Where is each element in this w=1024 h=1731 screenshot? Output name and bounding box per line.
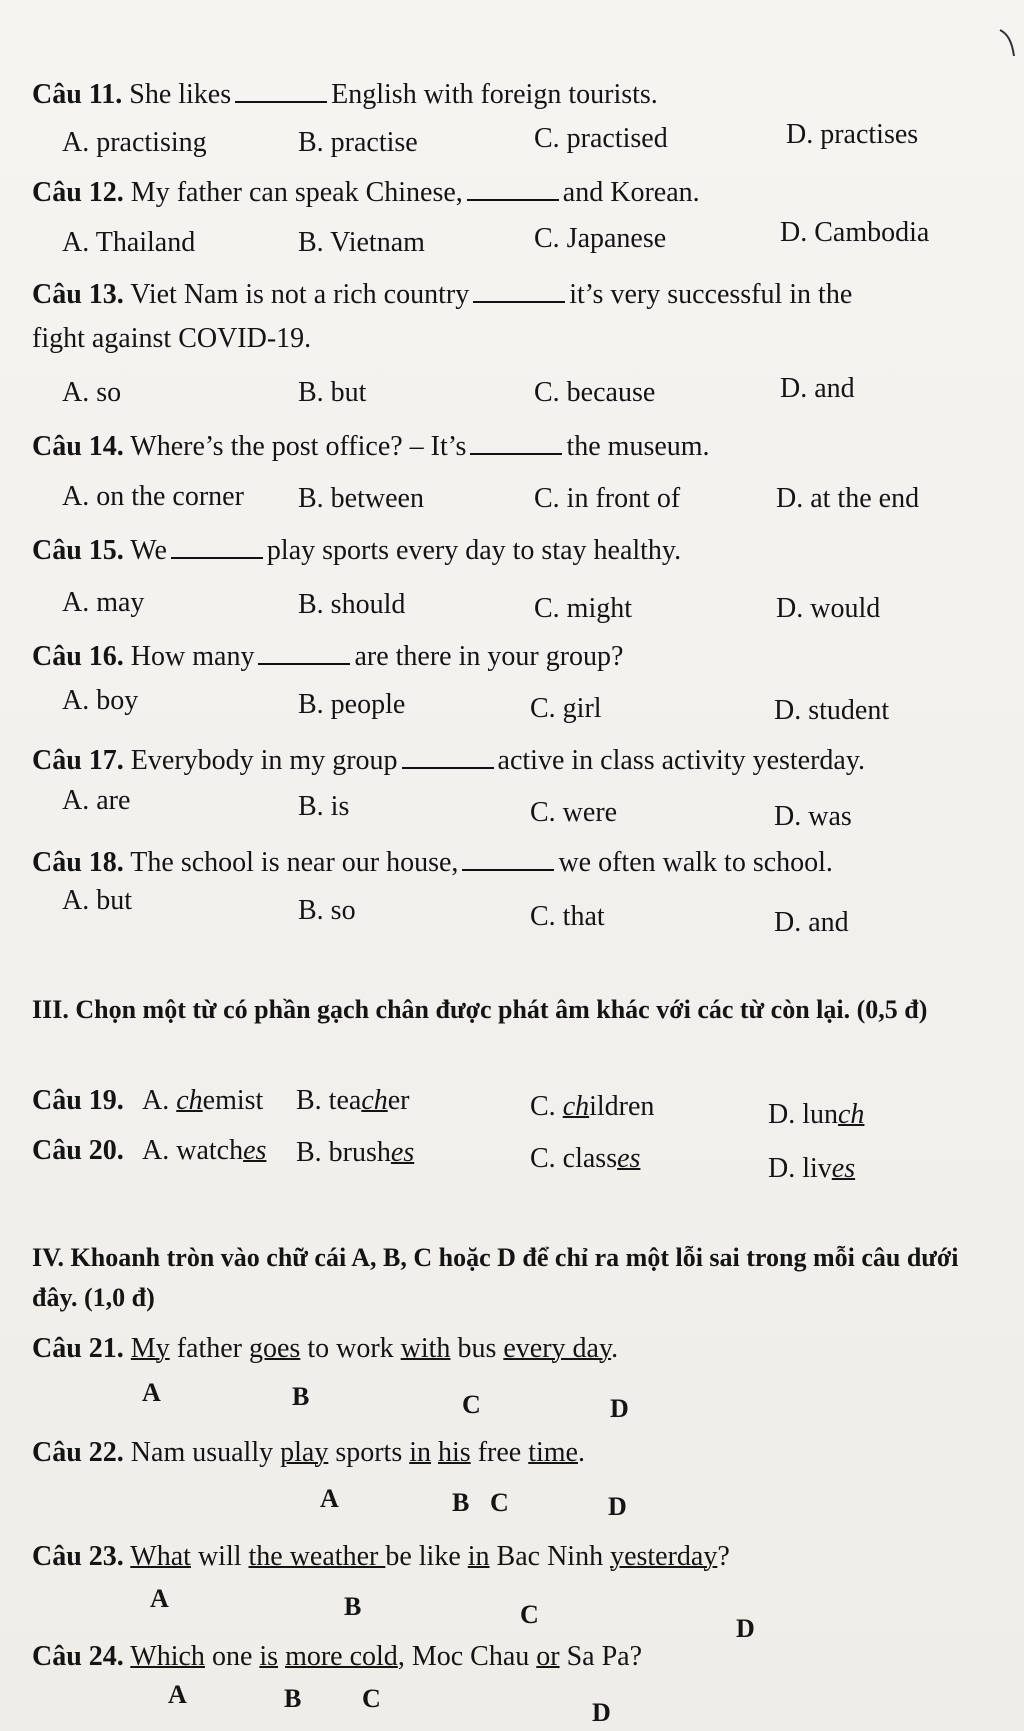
- marker-a: A: [168, 1680, 187, 1709]
- answer-blank: [462, 849, 554, 871]
- section-4-heading: IV. Khoanh tròn vào chữ cái A, B, C hoặc D để chỉ ra một lỗi sai trong mỗi câu dưới đây. (1,0 đ): [32, 1243, 959, 1312]
- option-b: B. is: [298, 791, 350, 822]
- option-text: C.: [530, 1091, 563, 1122]
- error-candidate-c: with: [400, 1333, 451, 1364]
- underlined-sound: ch: [562, 1091, 590, 1122]
- option-b: B. practise: [298, 127, 418, 158]
- marker-a: A: [320, 1484, 339, 1513]
- option-a: A. so: [62, 377, 122, 408]
- question-18: [32, 846, 833, 880]
- question-text: How many: [130, 641, 255, 672]
- question-number: Câu 19.: [32, 1085, 124, 1116]
- option-text: er: [387, 1085, 410, 1116]
- underlined-sound: es: [617, 1143, 641, 1174]
- option-b: B. between: [298, 483, 424, 514]
- question-15: [32, 534, 681, 568]
- question-text: English with foreign tourists.: [331, 79, 658, 110]
- sentence-text: be like: [385, 1541, 468, 1572]
- option-b: B. should: [298, 589, 406, 620]
- marker-d: D: [736, 1614, 755, 1643]
- answer-blank: [467, 179, 559, 201]
- answer-blank: [171, 537, 263, 559]
- question-text: We: [130, 535, 167, 566]
- question-24: [32, 1640, 642, 1674]
- question-number: Câu 22.: [32, 1437, 124, 1468]
- question-text: we often walk to school.: [558, 847, 833, 878]
- underlined-sound: es: [390, 1137, 415, 1168]
- marker-a: A: [150, 1584, 169, 1613]
- sentence-text: Nam usually: [130, 1437, 281, 1468]
- option-d: D. was: [774, 801, 852, 832]
- underlined-sound: es: [243, 1135, 267, 1166]
- question-number: Câu 18.: [32, 847, 124, 878]
- answer-blank: [402, 747, 494, 769]
- option-a: A. are: [62, 785, 131, 816]
- option-d: D. and: [774, 907, 849, 938]
- marker-b: B: [284, 1684, 302, 1713]
- error-candidate-a: Which: [130, 1641, 205, 1672]
- question-text: active in class activity yesterday.: [497, 745, 866, 776]
- sentence-text: , Moc Chau: [397, 1641, 537, 1672]
- option-text: ildren: [589, 1091, 655, 1122]
- option-c: C. practised: [534, 123, 668, 154]
- option-c: C. Japanese: [534, 223, 667, 254]
- marker-c: C: [362, 1684, 381, 1713]
- error-candidate-b: is: [259, 1641, 279, 1672]
- answer-blank: [473, 281, 565, 303]
- question-number: Câu 12.: [32, 177, 124, 208]
- marker-b: B: [452, 1488, 470, 1517]
- marker-a: A: [142, 1378, 161, 1407]
- question-21: [32, 1332, 618, 1366]
- underlined-sound: ch: [361, 1085, 388, 1116]
- option-c: C. that: [530, 901, 605, 932]
- question-12: [32, 176, 700, 210]
- question-13: [32, 278, 852, 312]
- sentence-text: .: [577, 1437, 585, 1468]
- sentence-text: [278, 1641, 285, 1672]
- sentence-text: ?: [717, 1541, 730, 1572]
- question-14: [32, 430, 710, 464]
- question-number: Câu 24.: [32, 1641, 124, 1672]
- option-c: C. in front of: [534, 483, 681, 514]
- option-c: [530, 1142, 640, 1176]
- sentence-text: to work: [300, 1333, 401, 1364]
- error-candidate-c: more cold: [285, 1641, 398, 1672]
- option-text: D. lun: [768, 1099, 838, 1130]
- underlined-sound: ch: [838, 1099, 865, 1130]
- option-c: C. because: [534, 377, 656, 408]
- option-b: B. but: [298, 377, 367, 408]
- question-text: the museum.: [566, 431, 710, 462]
- marker-d: D: [592, 1698, 611, 1727]
- sentence-text: one: [204, 1641, 260, 1672]
- section-3-heading: III. Chọn một từ có phần gạch chân được phát âm khác với các từ còn lại. (0,5 đ): [32, 995, 928, 1024]
- option-text: A. watch: [142, 1135, 244, 1166]
- error-candidate-a: play: [280, 1437, 329, 1468]
- marker-c: C: [490, 1488, 509, 1517]
- answer-blank: [235, 81, 327, 103]
- question-text: Everybody in my group: [130, 745, 398, 776]
- question-number: Câu 13.: [32, 279, 124, 310]
- error-candidate-d: yesterday: [610, 1541, 718, 1572]
- error-candidate-b: in: [409, 1437, 432, 1468]
- marker-d: D: [608, 1492, 627, 1521]
- question-11: [32, 78, 658, 112]
- option-text: emist: [202, 1085, 264, 1116]
- option-a: [142, 1134, 266, 1168]
- option-d: D. would: [776, 593, 881, 624]
- marker-c: C: [520, 1600, 539, 1629]
- option-d: D. at the end: [776, 483, 920, 514]
- underlined-sound: ch: [176, 1085, 203, 1116]
- question-text: are there in your group?: [354, 641, 624, 672]
- sentence-text: Sa Pa?: [559, 1641, 643, 1672]
- error-candidate-a: What: [130, 1541, 191, 1572]
- question-text: play sports every day to stay healthy.: [266, 535, 682, 566]
- error-candidate-c: his: [438, 1437, 471, 1468]
- question-text: The school is near our house,: [130, 847, 459, 878]
- question-number: Câu 21.: [32, 1333, 124, 1364]
- question-text: fight against COVID-19.: [32, 323, 312, 354]
- option-d: D. Cambodia: [780, 217, 930, 248]
- question-number: Câu 11.: [32, 79, 123, 110]
- marker-b: B: [292, 1382, 310, 1411]
- sentence-text: bus: [450, 1333, 504, 1364]
- error-candidate-a: My: [130, 1333, 170, 1364]
- question-number: Câu 17.: [32, 745, 124, 776]
- option-c: C. girl: [530, 693, 602, 724]
- option-b: [296, 1136, 414, 1170]
- option-a: A. may: [62, 587, 145, 618]
- option-text: B. tea: [296, 1085, 362, 1116]
- sentence-text: father: [169, 1333, 249, 1364]
- question-text: and Korean.: [562, 177, 700, 208]
- option-a: A. practising: [62, 127, 207, 158]
- marker-d: D: [610, 1394, 629, 1423]
- question-text: Where’s the post office? – It’s: [130, 431, 467, 462]
- option-d: D. and: [780, 373, 855, 404]
- page-corner-mark-icon: [998, 26, 1018, 66]
- error-candidate-c: in: [467, 1541, 490, 1572]
- question-text: My father can speak Chinese,: [130, 177, 463, 208]
- option-b: B. so: [298, 895, 356, 926]
- option-text: C. class: [530, 1143, 618, 1174]
- option-a: A. but: [62, 885, 132, 916]
- marker-b: B: [344, 1592, 362, 1621]
- question-19: [32, 1084, 124, 1118]
- option-b: B. people: [298, 689, 406, 720]
- option-text: A.: [142, 1085, 177, 1116]
- option-a: [142, 1084, 263, 1118]
- error-candidate-b: the weather: [248, 1541, 386, 1572]
- question-number: Câu 23.: [32, 1541, 124, 1572]
- option-b: [296, 1084, 410, 1118]
- question-number: Câu 16.: [32, 641, 124, 672]
- question-16: [32, 640, 623, 674]
- error-candidate-d: every day: [503, 1333, 612, 1364]
- option-d: [768, 1098, 864, 1132]
- option-text: B. brush: [296, 1137, 391, 1168]
- sentence-text: will: [190, 1541, 249, 1572]
- answer-blank: [258, 643, 350, 665]
- option-c: C. were: [530, 797, 618, 828]
- error-candidate-d: or: [536, 1641, 560, 1672]
- error-candidate-d: time: [528, 1437, 578, 1468]
- option-d: D. practises: [786, 119, 919, 150]
- question-17: [32, 744, 865, 778]
- option-text: D. liv: [768, 1153, 832, 1184]
- sentence-text: free: [470, 1437, 529, 1468]
- marker-c: C: [462, 1390, 481, 1419]
- answer-blank: [470, 433, 562, 455]
- option-a: A. Thailand: [62, 227, 196, 258]
- question-number: Câu 14.: [32, 431, 124, 462]
- sentence-text: [431, 1437, 438, 1468]
- question-text: Viet Nam is not a rich country: [130, 279, 470, 310]
- option-b: B. Vietnam: [298, 227, 425, 258]
- question-20: [32, 1134, 124, 1168]
- question-text: She likes: [129, 79, 232, 110]
- option-a: A. on the corner: [62, 481, 244, 512]
- question-text: it’s very successful in the: [569, 279, 853, 310]
- question-22: [32, 1436, 585, 1470]
- sentence-text: .: [611, 1333, 619, 1364]
- option-d: D. student: [774, 695, 890, 726]
- sentence-text: sports: [328, 1437, 410, 1468]
- option-a: A. boy: [62, 685, 139, 716]
- option-c: C. might: [534, 593, 633, 624]
- question-13-line-2: [32, 322, 311, 356]
- underlined-sound: es: [831, 1153, 856, 1184]
- question-23: [32, 1540, 730, 1574]
- question-number: Câu 15.: [32, 535, 124, 566]
- error-candidate-b: goes: [249, 1333, 301, 1364]
- sentence-text: Bac Ninh: [489, 1541, 611, 1572]
- option-c: [530, 1090, 654, 1124]
- question-number: Câu 20.: [32, 1135, 124, 1166]
- option-d: [768, 1152, 855, 1186]
